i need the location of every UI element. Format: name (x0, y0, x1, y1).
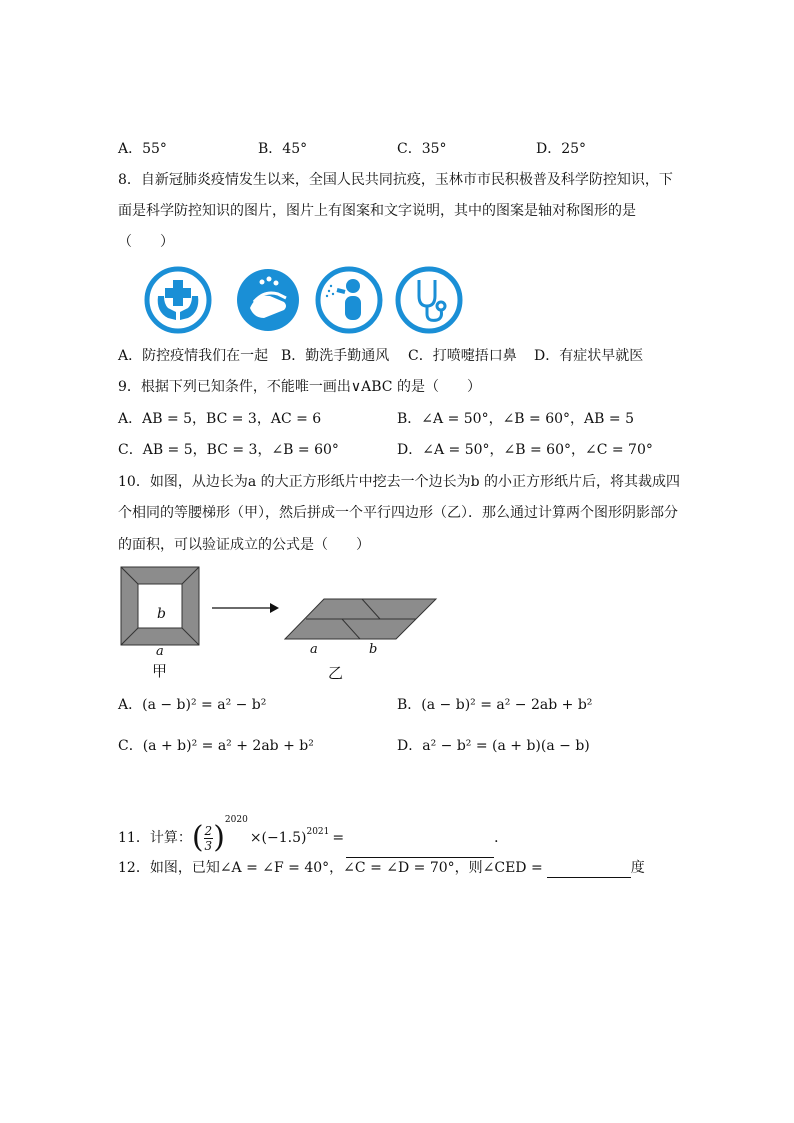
q11-end: ． (494, 830, 509, 846)
q12-unit: 度 (630, 860, 645, 876)
q9-option-a: A．AB = 5，BC = 3，AC = 6 (118, 411, 322, 427)
q11-mid: ×(−1.5) (249, 830, 307, 846)
figure-yi (284, 597, 440, 641)
q7-option-b: B．45° (258, 141, 308, 157)
q11-eq: = (332, 830, 345, 846)
q8-stem-line1: 8．自新冠肺炎疫情发生以来，全国人民共同抗疫，玉林市市民积极普及科学防控知识，下 (118, 172, 673, 188)
q9-option-d: D．∠A = 50°，∠B = 60°，∠C = 70° (397, 442, 653, 458)
q11-den: 3 (204, 838, 213, 853)
label-a-yi: a (310, 642, 318, 657)
q10-option-b: B．(a − b)² = a² − 2ab + b² (397, 697, 593, 713)
label-yi: 乙 (328, 664, 344, 682)
q11-answer-blank[interactable] (346, 829, 494, 858)
q10-option-d: D．a² − b² = (a + b)(a − b) (397, 738, 590, 754)
q10-stem-line3: 的面积，可以验证成立的公式是（ ） (118, 537, 370, 553)
q8-option-a: A．防控疫情我们在一起 (118, 348, 269, 364)
q8-option-d: D．有症状早就医 (534, 348, 644, 364)
q7-option-c: C．35° (397, 141, 447, 157)
q11 (118, 800, 509, 855)
sneeze-icon (315, 266, 383, 334)
q11-paren-open: ( (191, 820, 204, 855)
q11-prefix: 11．计算： (118, 830, 192, 846)
q10-option-a: A．(a − b)² = a² − b² (118, 697, 267, 713)
label-b-inner: b (157, 606, 166, 622)
q11-exp2: 2021 (306, 827, 330, 837)
q8-stem-line2: 面是科学防控知识的图片，图片上有图案和文字说明，其中的图案是轴对称图形的是 (118, 203, 636, 219)
q10-stem-line1: 10．如图，从边长为a 的大正方形纸片中挖去一个边长为b 的小正方形纸片后，将其裁成四 (118, 474, 681, 490)
q9-option-c: C．AB = 5，BC = 3，∠B = 60° (118, 442, 339, 458)
q8-paren: （ ） (118, 234, 174, 250)
q8-option-c: C．打喷嚏捂口鼻 (408, 348, 517, 364)
arrow-icon (212, 601, 280, 615)
q11-fraction (204, 824, 214, 853)
handwash-icon (234, 266, 302, 334)
q10-option-c: C．(a + b)² = a² + 2ab + b² (118, 738, 314, 754)
stethoscope-icon (395, 266, 463, 334)
q9-stem: 9．根据下列已知条件，不能唯一画出∨ABC 的是（ ） (118, 379, 481, 395)
q7-option-d: D．25° (536, 141, 587, 157)
hands-cross-icon (144, 266, 212, 334)
q10-stem-line2: 个相同的等腰梯形（甲），然后拼成一个平行四边形（乙）．那么通过计算两个图形阴影部分 (118, 505, 678, 521)
q11-paren-close: ) (213, 820, 225, 855)
q7-option-a: A．55° (118, 141, 167, 157)
q8-option-b: B．勤洗手勤通风 (281, 348, 390, 364)
label-a-jia: a (156, 644, 164, 659)
q12-answer-blank[interactable] (547, 859, 631, 878)
label-jia: 甲 (152, 662, 168, 680)
q9-option-b: B．∠A = 50°，∠B = 60°，AB = 5 (397, 411, 634, 427)
q11-num: 2 (204, 823, 213, 838)
label-b-yi: b (369, 642, 378, 657)
q11-exp1: 2020 (224, 815, 248, 825)
q12 (118, 858, 645, 878)
q12-text: 12．如图，已知∠A = ∠F = 40°，∠C = ∠D = 70°，则∠CED = (118, 860, 543, 876)
